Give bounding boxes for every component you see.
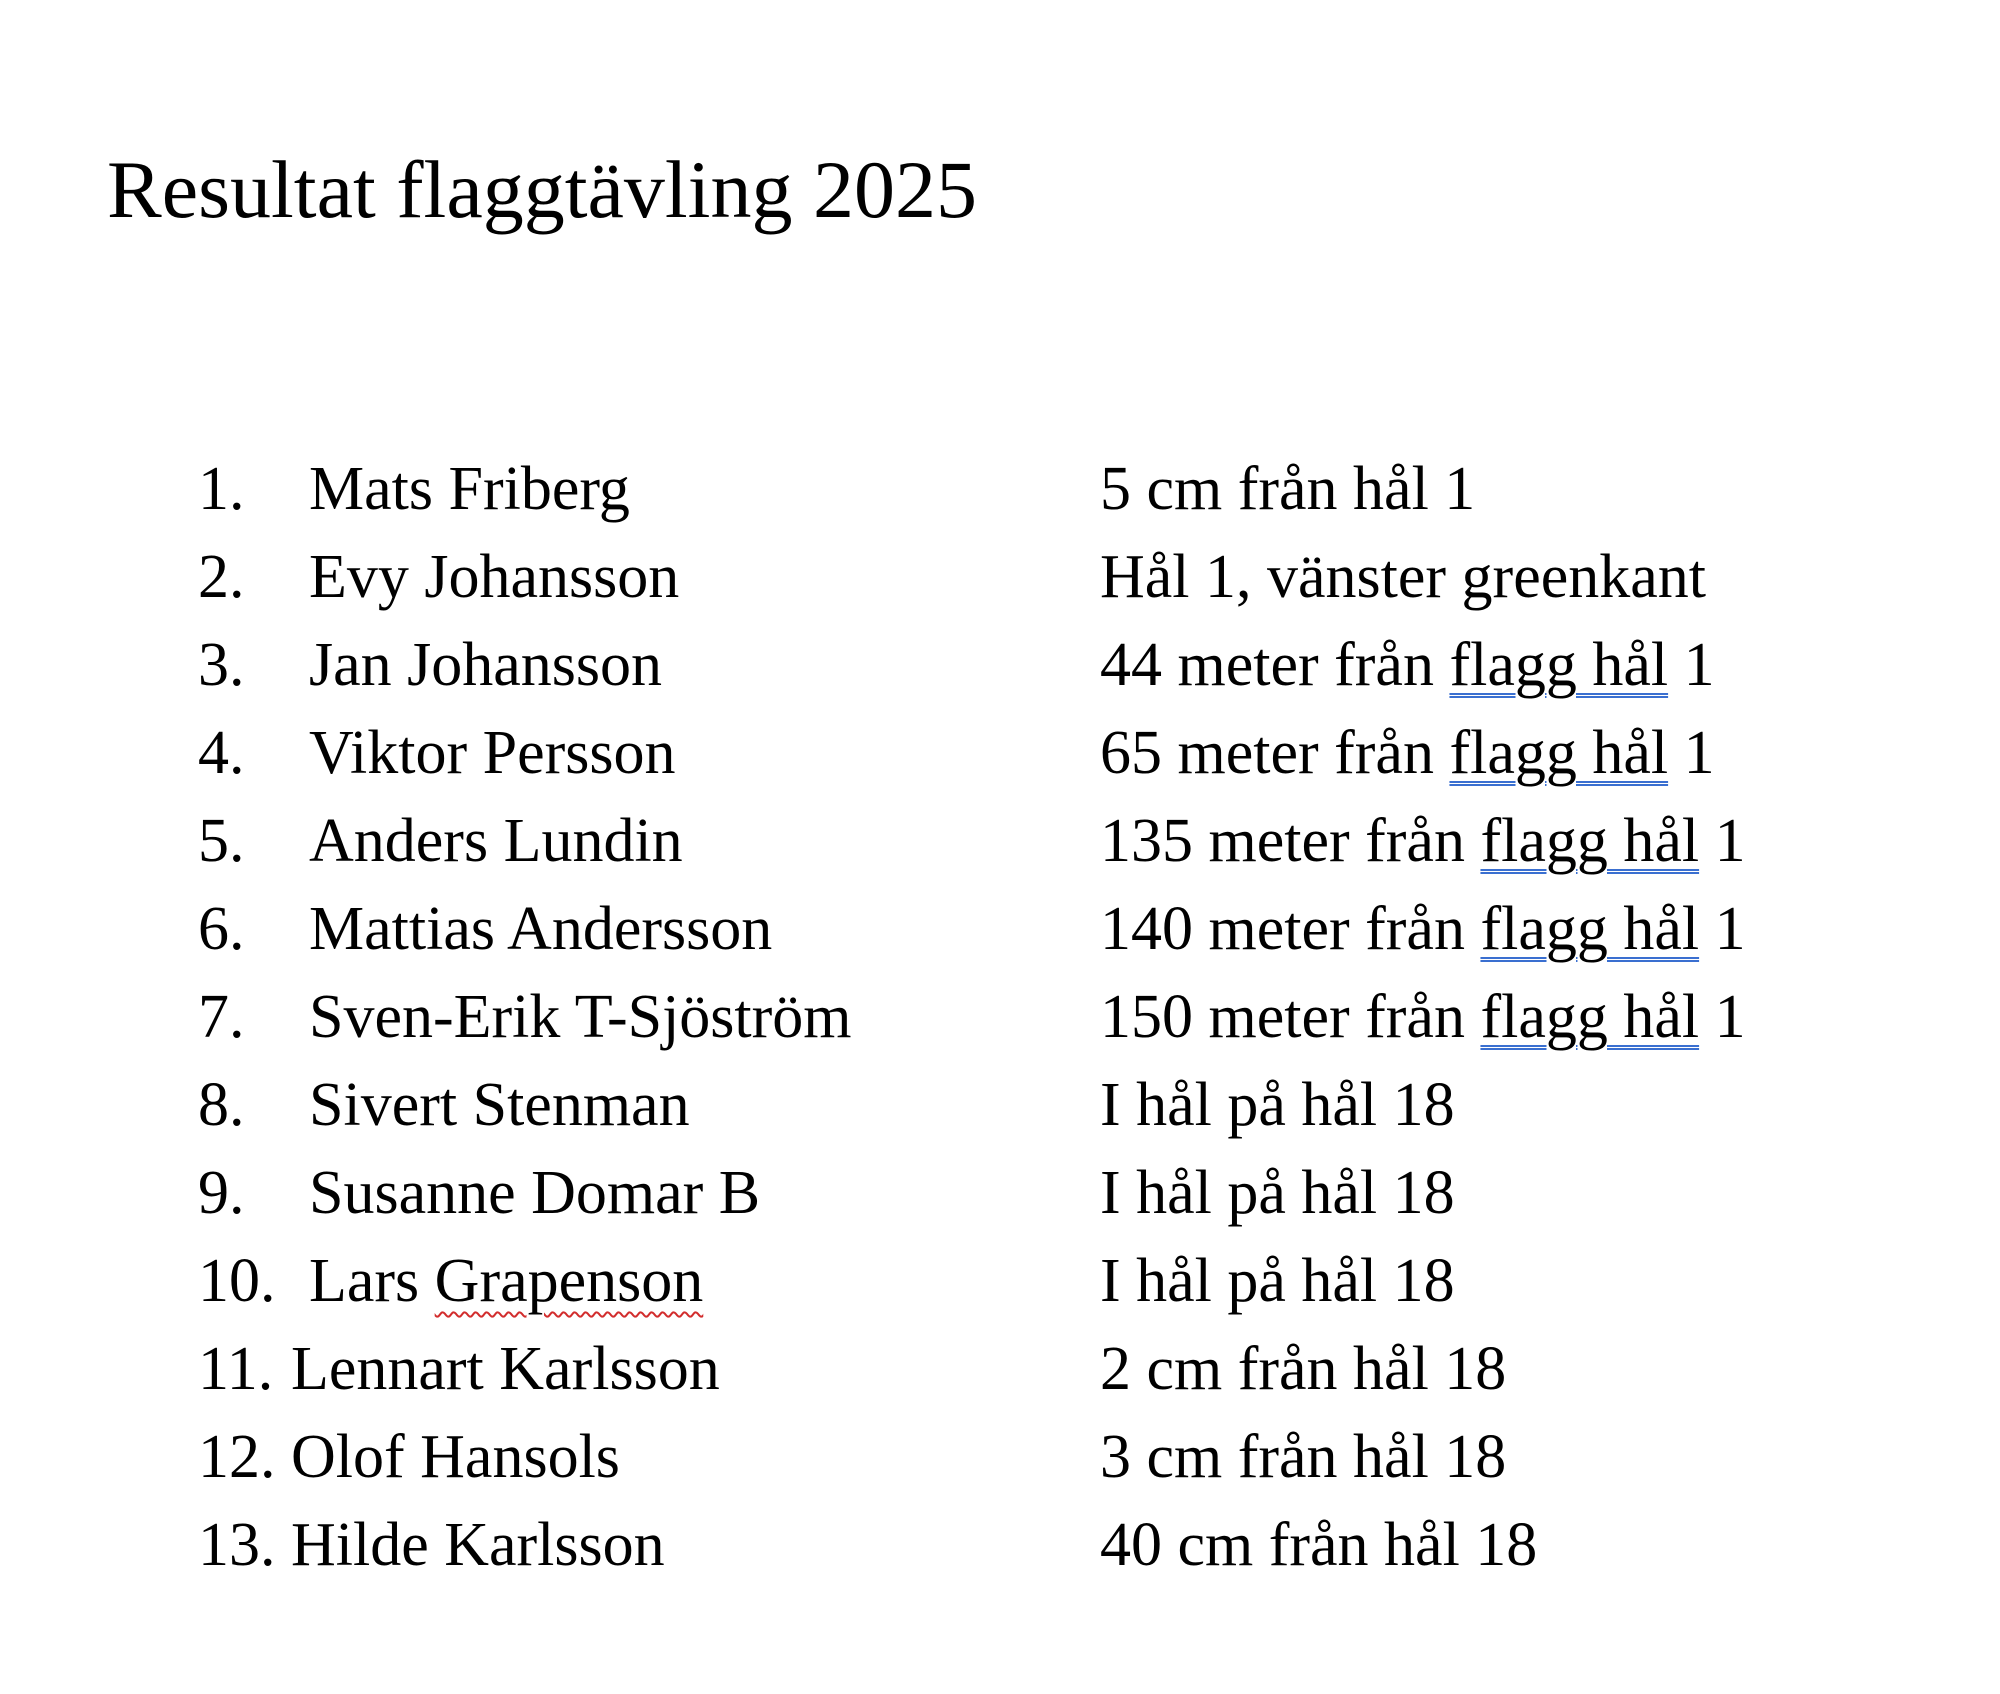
results-list <box>0 445 2000 1589</box>
result-row-6 <box>0 885 2000 973</box>
grammar-flagged-text[interactable]: flagg hål <box>1449 719 1669 787</box>
grammar-flagged-text[interactable]: flagg hål <box>1449 631 1669 699</box>
result-text-end: 1 <box>1699 895 1746 963</box>
result-text: I hål på hål 18 <box>1100 1071 1455 1139</box>
rank-number: 1. <box>198 455 245 523</box>
result-row-2 <box>0 533 2000 621</box>
rank-number: 13. <box>198 1511 276 1579</box>
result-row-11 <box>0 1325 2000 1413</box>
player-name: Viktor Persson <box>309 719 676 787</box>
grammar-flagged-text[interactable]: flagg hål <box>1480 895 1700 963</box>
rank-number: 11. <box>198 1335 274 1403</box>
result-text <box>1100 797 1746 885</box>
result-text-end: 1 <box>1699 983 1746 1051</box>
player-name <box>309 1237 703 1325</box>
result-row-12 <box>0 1413 2000 1501</box>
result-row-5 <box>0 797 2000 885</box>
result-text: 40 cm från hål 18 <box>1100 1511 1538 1579</box>
result-text: 3 cm från hål 18 <box>1100 1423 1507 1491</box>
result-text: Hål 1, vänster greenkant <box>1100 543 1706 611</box>
result-text <box>1100 621 1715 709</box>
result-row-4 <box>0 709 2000 797</box>
result-row-8 <box>0 1061 2000 1149</box>
rank-number: 6. <box>198 895 245 963</box>
result-text-start: 150 meter från <box>1100 983 1481 1051</box>
player-name: Mats Friberg <box>309 455 630 523</box>
result-row-7 <box>0 973 2000 1061</box>
player-name: Jan Johansson <box>309 631 663 699</box>
player-name: Sivert Stenman <box>309 1071 690 1139</box>
result-text-start: 44 meter från <box>1100 631 1450 699</box>
result-text <box>1100 973 1746 1061</box>
rank-number: 2. <box>198 543 245 611</box>
player-name: Anders Lundin <box>309 807 683 875</box>
result-text-start: 140 meter från <box>1100 895 1481 963</box>
result-text-end: 1 <box>1668 631 1715 699</box>
result-text <box>1100 885 1746 973</box>
grammar-flagged-text[interactable]: flagg hål <box>1480 807 1700 875</box>
player-name: Susanne Domar B <box>309 1159 761 1227</box>
rank-number: 5. <box>198 807 245 875</box>
rank-number: 10. <box>198 1247 276 1315</box>
rank-number: 9. <box>198 1159 245 1227</box>
result-text-start: 65 meter från <box>1100 719 1450 787</box>
rank-number: 3. <box>198 631 245 699</box>
grammar-flagged-text[interactable]: flagg hål <box>1480 983 1700 1051</box>
result-text-end: 1 <box>1668 719 1715 787</box>
player-name: Hilde Karlsson <box>291 1511 665 1579</box>
result-text: 2 cm från hål 18 <box>1100 1335 1507 1403</box>
result-text: 5 cm från hål 1 <box>1100 455 1476 523</box>
result-row-1 <box>0 445 2000 533</box>
result-row-9 <box>0 1149 2000 1237</box>
player-name: Olof Hansols <box>291 1423 620 1491</box>
rank-number: 4. <box>198 719 245 787</box>
result-row-10 <box>0 1237 2000 1325</box>
spelling-flagged-text[interactable]: Grapenson <box>434 1247 704 1315</box>
player-name: Mattias Andersson <box>309 895 773 963</box>
rank-number: 8. <box>198 1071 245 1139</box>
result-text-start: 135 meter från <box>1100 807 1481 875</box>
result-row-13 <box>0 1501 2000 1589</box>
player-name: Sven-Erik T-Sjöström <box>309 983 852 1051</box>
result-text: I hål på hål 18 <box>1100 1247 1455 1315</box>
rank-number: 12. <box>198 1423 276 1491</box>
result-text-end: 1 <box>1699 807 1746 875</box>
result-text <box>1100 709 1715 797</box>
document-title: Resultat flaggtävling 2025 <box>107 144 977 235</box>
player-name: Evy Johansson <box>309 543 680 611</box>
result-row-3 <box>0 621 2000 709</box>
player-name: Lennart Karlsson <box>291 1335 720 1403</box>
rank-number: 7. <box>198 983 245 1051</box>
result-text: I hål på hål 18 <box>1100 1159 1455 1227</box>
player-name-first: Lars <box>309 1247 435 1315</box>
